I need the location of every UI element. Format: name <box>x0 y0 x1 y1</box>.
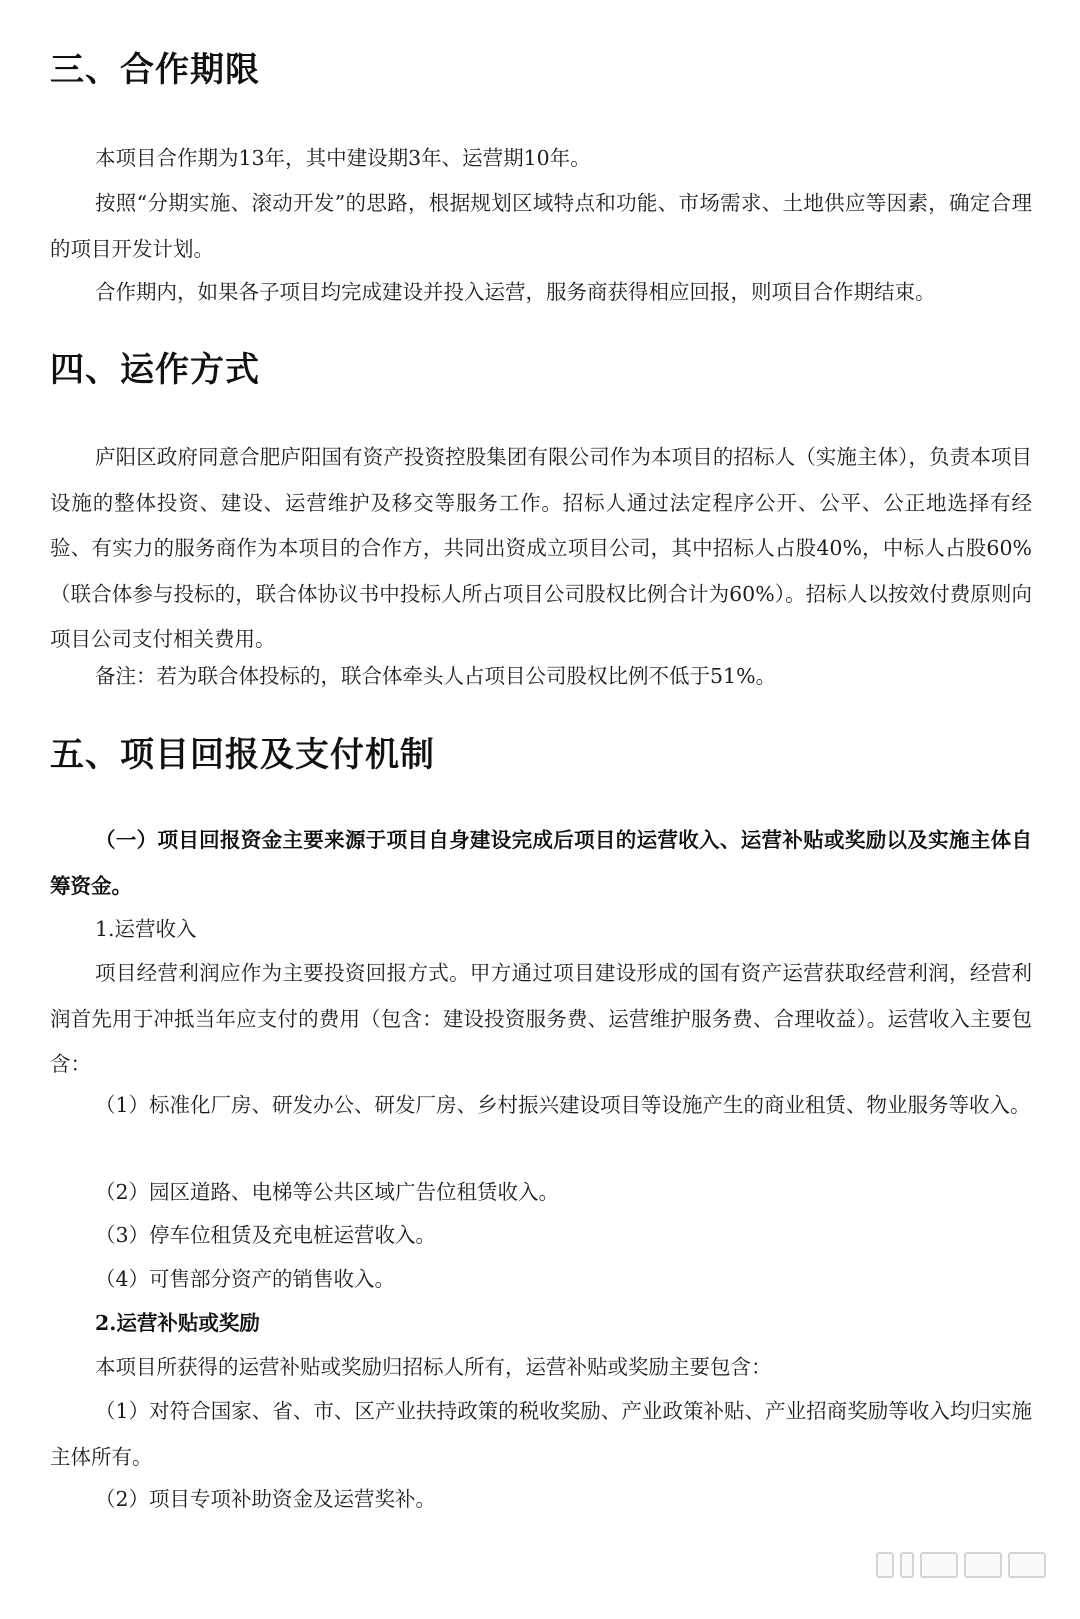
item1-list-3: （3）停车位租赁及充电桩运营收入。 <box>95 1223 437 1247</box>
section5-heading: 五、项目回报及支付机制 <box>50 735 435 775</box>
item1-list-2: （2）园区道路、电梯等公共区域广告位租赁收入。 <box>95 1180 560 1204</box>
section4-heading: 四、运作方式 <box>50 350 260 390</box>
item1-paragraph: 项目经营利润应作为主要投资回报方式。甲方通过项目建设形成的国有资产运营获取经营利润，经营利润首先用于冲抵当年应支付的费用（包含：建设投资服务费、运营维护服务费、合理收益）。运营收入主要包含： <box>50 961 1032 1076</box>
item2-title: 2.运营补贴或奖励 <box>95 1311 260 1335</box>
watermark-logo <box>876 1551 1046 1579</box>
section4-paragraph-1: 庐阳区政府同意合肥庐阳国有资产投资控股集团有限公司作为本项目的招标人（实施主体），负责本项目设施的整体投资、建设、运营维护及移交等服务工作。招标人通过法定程序公开、公平、公正地选择有经验、有实力的服务商作为本项目的合作方，共同出资成立项目公司，其中招标人占股40%，中标人占股60%（联合体参与投标的，联合体协议书中投标人所占项目公司股权比例合计为60%）。招标人以按效付费原则向项目公司支付相关费用。 <box>50 445 1032 651</box>
item1-list-1: （1）标准化厂房、研发办公、研发厂房、乡村振兴建设项目等设施产生的商业租赁、物业服务等收入。 <box>95 1093 1031 1117</box>
section3-heading: 三、合作期限 <box>50 50 260 90</box>
item1-list-4: （4）可售部分资产的销售收入。 <box>95 1267 396 1291</box>
section3-paragraph-2: 按照“分期实施、滚动开发”的思路，根据规划区域特点和功能、市场需求、土地供应等因素，确定合理的项目开发计划。 <box>50 191 1032 261</box>
item2-list-1: （1）对符合国家、省、市、区产业扶持政策的税收奖励、产业政策补贴、产业招商奖励等收入均归实施主体所有。 <box>50 1399 1032 1469</box>
section4-note: 备注：若为联合体投标的，联合体牵头人占项目公司股权比例不低于51%。 <box>95 664 777 688</box>
section3-paragraph-1: 本项目合作期为13年，其中建设期3年、运营期10年。 <box>95 146 591 170</box>
item2-paragraph: 本项目所获得的运营补贴或奖励归招标人所有，运营补贴或奖励主要包含： <box>95 1355 772 1379</box>
item2-list-2: （2）项目专项补助资金及运营奖补。 <box>95 1487 437 1511</box>
section5-subheading-1: （一）项目回报资金主要来源于项目自身建设完成后项目的运营收入、运营补贴或奖励以及实施主体自筹资金。 <box>50 828 1032 898</box>
item1-title: 1.运营收入 <box>95 917 197 941</box>
section3-paragraph-3: 合作期内，如果各子项目均完成建设并投入运营，服务商获得相应回报，则项目合作期结束。 <box>95 280 936 304</box>
